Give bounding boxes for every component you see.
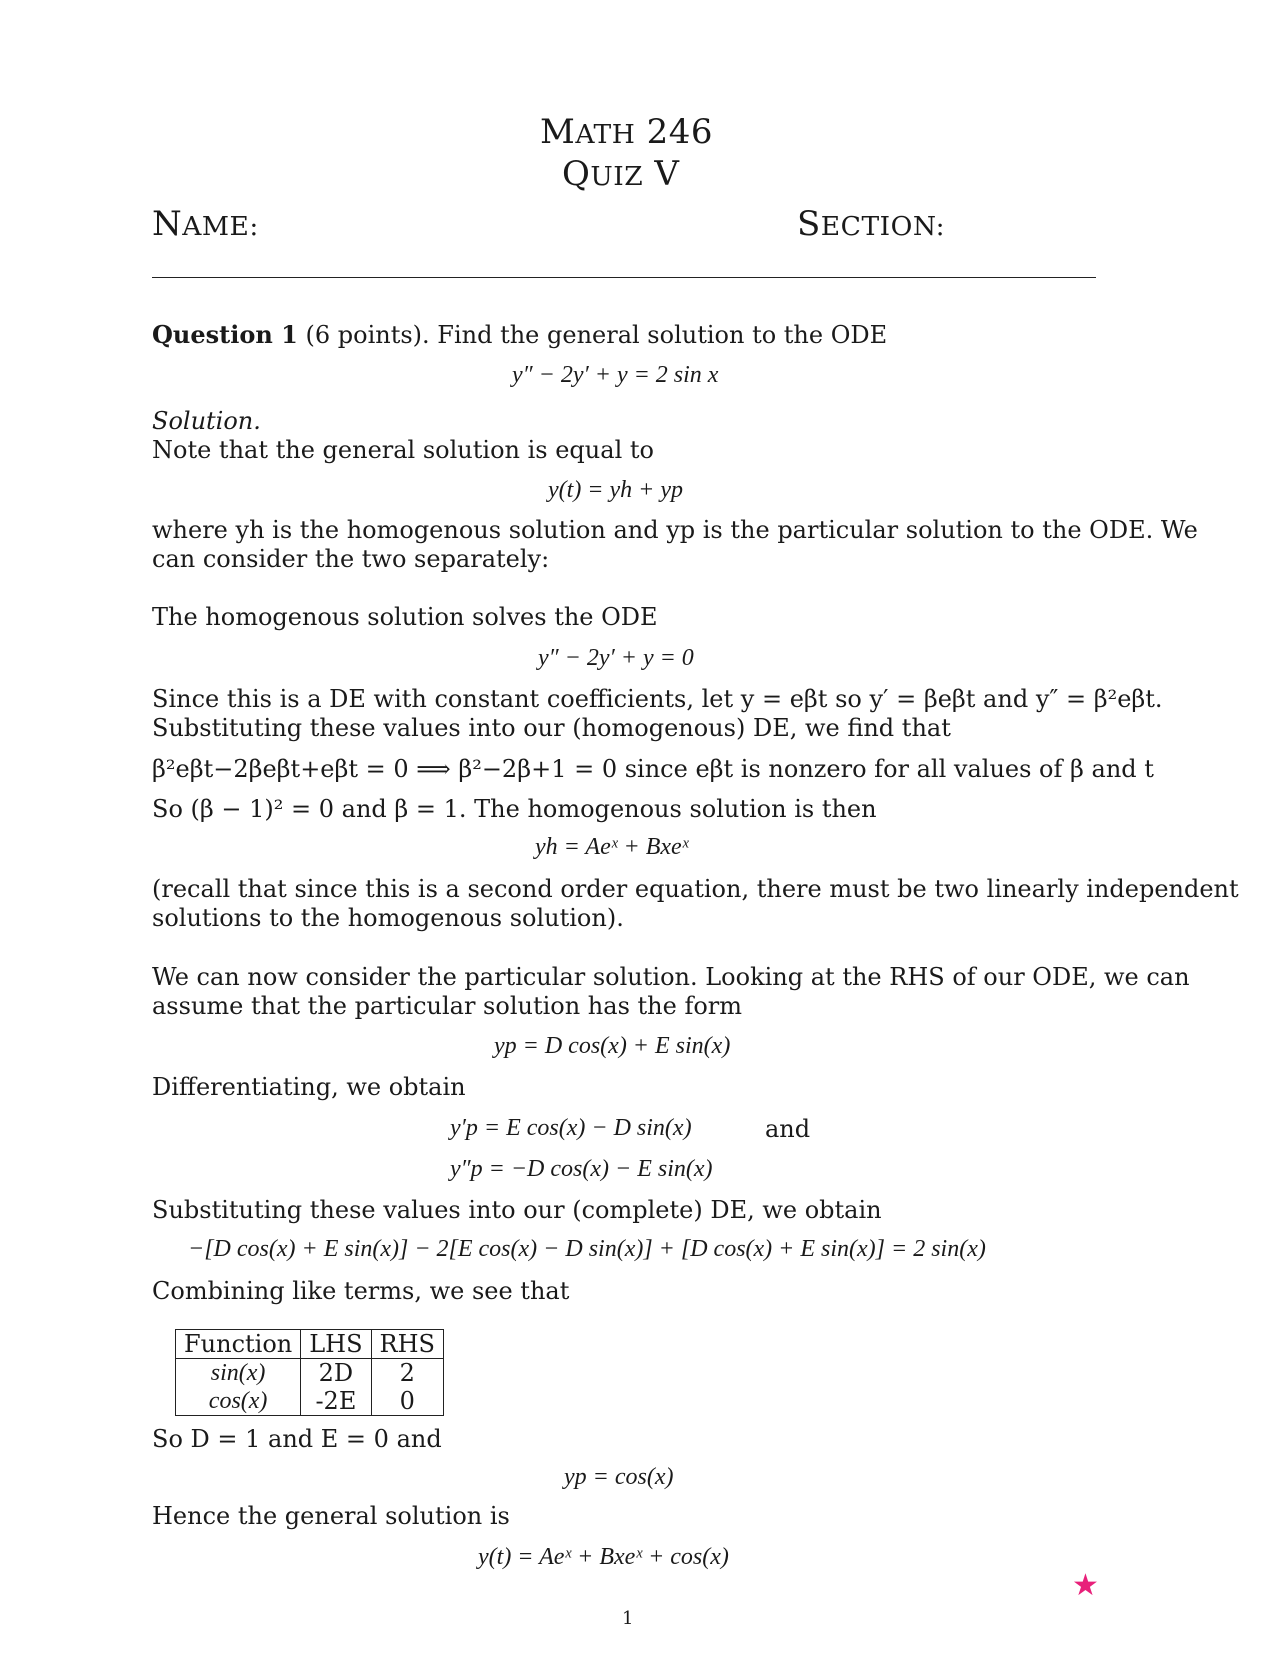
table-cell: -2E xyxy=(301,1387,371,1416)
question-prompt: Find the general solution to the ODE xyxy=(429,321,888,349)
table-cell: 0 xyxy=(371,1387,443,1416)
table-cell: sin(x) xyxy=(176,1359,301,1388)
solution-eq9: y(t) = Aeˣ + Bxeˣ + cos(x) xyxy=(478,1544,729,1570)
solution-p8: Differentiating, we obtain xyxy=(152,1073,466,1101)
section-label xyxy=(797,204,945,244)
course-title xyxy=(540,112,713,152)
solution-eq3: β²eβt−2βeβt+eβt = 0 ⟹ β²−2β+1 = 0 since eβt is nonzero for all values of β and t xyxy=(152,755,1154,783)
solution-eq7: −[D cos(x) + E sin(x)] − 2[E cos(x) − D sin(x)] + [D cos(x) + E sin(x)] = 2 sin(x) xyxy=(188,1236,986,1262)
star-icon: ★ xyxy=(1072,1568,1099,1603)
question-label: Question 1 xyxy=(152,320,298,349)
solution-p5: So (β − 1)² = 0 and β = 1. The homogenous solution is then xyxy=(152,795,877,823)
course-title-sc: ATH xyxy=(575,119,636,150)
course-number: 246 xyxy=(635,112,714,152)
quiz-title-cap: Q xyxy=(562,154,591,194)
solution-eq6a-and: and xyxy=(765,1115,811,1143)
table-row xyxy=(176,1359,444,1388)
name-label-cap: N xyxy=(152,204,183,244)
solution-p2a: where yh is the homogenous solution and yp is the particular solution to the ODE. We xyxy=(152,516,1198,544)
table-header-cell: Function xyxy=(176,1330,301,1359)
table-cell: cos(x) xyxy=(176,1387,301,1416)
solution-p6a: (recall that since this is a second order equation, there must be two linearly independent xyxy=(152,875,1239,903)
header-rule xyxy=(152,277,1096,278)
table-row xyxy=(176,1387,444,1416)
solution-p6b: solutions to the homogenous solution). xyxy=(152,904,624,932)
solution-p2b: can consider the two separately: xyxy=(152,545,550,573)
solution-p4b: Substituting these values into our (homogenous) DE, we find that xyxy=(152,714,951,742)
name-label-sc: AME: xyxy=(182,211,259,242)
solution-eq6a: y′p = E cos(x) − D sin(x) xyxy=(450,1115,692,1141)
question-equation: y″ − 2y′ + y = 2 sin x xyxy=(512,362,719,388)
solution-heading: Solution. xyxy=(152,407,261,435)
table-header-cell: LHS xyxy=(301,1330,371,1359)
question-points: (6 points). xyxy=(297,321,430,349)
solution-p1: Note that the general solution is equal to xyxy=(152,436,654,464)
solution-eq2: y″ − 2y′ + y = 0 xyxy=(538,645,694,671)
question-line xyxy=(152,320,887,349)
solution-p7a: We can now consider the particular solution. Looking at the RHS of our ODE, we can xyxy=(152,963,1190,991)
solution-p3: The homogenous solution solves the ODE xyxy=(152,603,658,631)
quiz-number: V xyxy=(643,154,680,194)
table-header-cell: RHS xyxy=(371,1330,443,1359)
coefficient-table xyxy=(175,1329,444,1416)
course-title-cap: M xyxy=(540,112,576,152)
solution-p4a: Since this is a DE with constant coefficients, let y = eβt so y′ = βeβt and y″ = β²eβt. xyxy=(152,685,1163,713)
section-label-sc: ECTION: xyxy=(820,211,946,242)
section-label-cap: S xyxy=(797,204,821,244)
solution-eq8: yp = cos(x) xyxy=(564,1464,674,1490)
page-number: 1 xyxy=(622,1608,634,1629)
solution-eq1: y(t) = yh + yp xyxy=(548,477,683,503)
table-cell: 2D xyxy=(301,1359,371,1388)
solution-p9: Substituting these values into our (complete) DE, we obtain xyxy=(152,1196,882,1224)
solution-p7b: assume that the particular solution has the form xyxy=(152,992,743,1020)
solution-p12: Hence the general solution is xyxy=(152,1502,510,1530)
solution-eq4: yh = Aeˣ + Bxeˣ xyxy=(535,834,689,860)
solution-p11: So D = 1 and E = 0 and xyxy=(152,1425,442,1453)
solution-p10: Combining like terms, we see that xyxy=(152,1277,570,1305)
quiz-title-sc: UIZ xyxy=(590,161,644,192)
table-cell: 2 xyxy=(371,1359,443,1388)
name-label xyxy=(152,204,259,244)
quiz-title xyxy=(562,154,680,194)
solution-eq5: yp = D cos(x) + E sin(x) xyxy=(494,1033,731,1059)
table-header-row xyxy=(176,1330,444,1359)
solution-eq6b: y″p = −D cos(x) − E sin(x) xyxy=(450,1156,713,1182)
